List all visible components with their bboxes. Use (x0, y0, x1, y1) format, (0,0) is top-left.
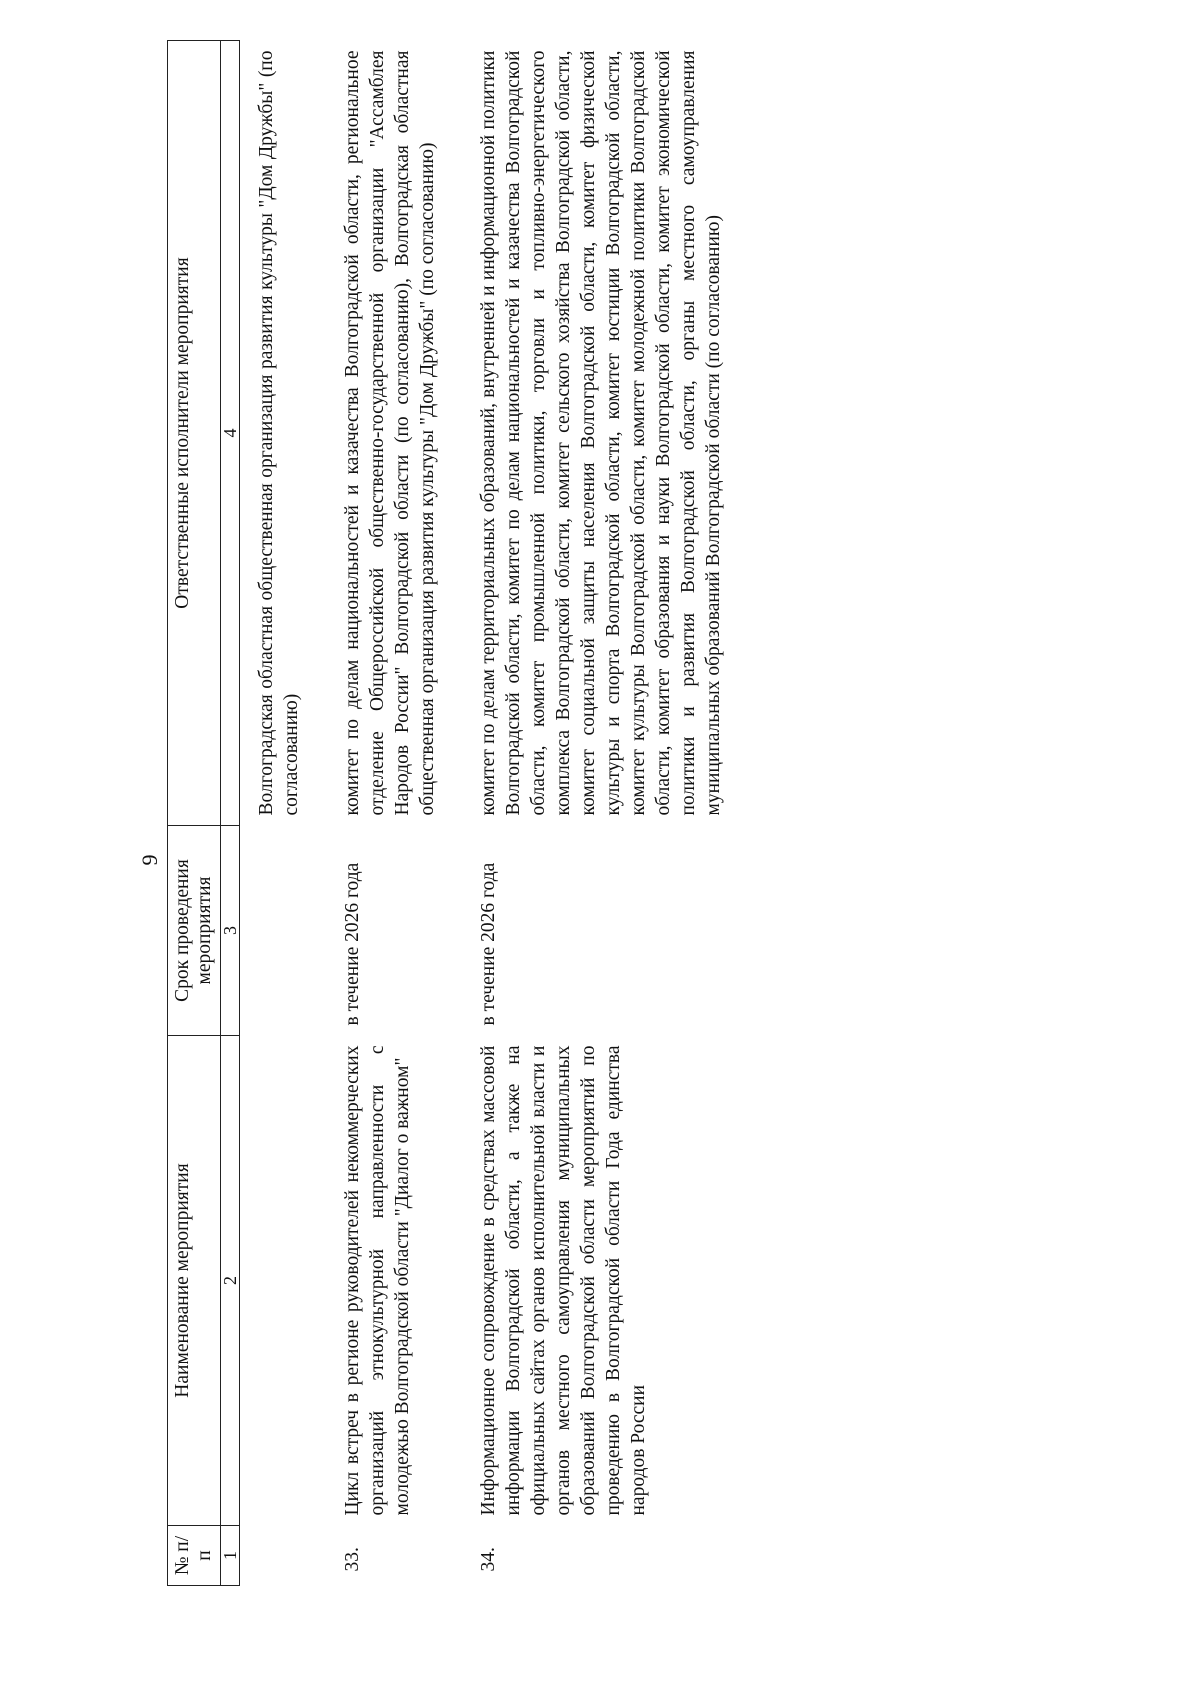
column-number: 2 (221, 1036, 240, 1526)
header-event-name: Наименование мероприятия (168, 1036, 221, 1526)
header-number: № п/п (168, 1526, 221, 1586)
row-event-name: Информационное сопровождение в средствах массовой информации Волгоградской области, а также на официальных сайтах органов исполнительной власти и органов местного самоуправления муниципальных образований Волгоградской области мероприятий по проведению в Волгоградской области Года единства народов России (478, 1045, 649, 1516)
row-executors: Волгоградская областная общественная организация развития культуры "Дом Дружбы" (по согласованию) (256, 50, 302, 816)
row-event-name: Цикл встреч в регионе руководителей некоммерческих организаций этнокультурной направленности с молодежью Волгоградской области "Диалог о важном" (342, 1045, 413, 1516)
table-row (462, 41, 748, 1586)
row-term: в течение 2026 года (478, 862, 499, 1026)
table-header-row (168, 41, 221, 1586)
header-term: Срок проведения мероприятия (168, 826, 221, 1036)
column-number: 1 (221, 1526, 240, 1586)
events-table (167, 40, 748, 1586)
row-event-name (240, 1036, 327, 1526)
row-number: 33. (342, 1547, 363, 1572)
column-number: 3 (221, 826, 240, 1036)
column-number: 4 (221, 41, 240, 826)
row-executors: комитет по делам национальностей и казачества Волгоградской области, региональное отделение Общероссийской общественно-государственной организации "Ассамблея Народов России" Волгоградской области (по согласованию), Волгоградская областная общественная организация развития культуры "Дом Дружбы" (по согласованию) (342, 50, 438, 816)
row-number (240, 1526, 327, 1586)
row-number: 34. (478, 1547, 499, 1572)
header-executors: Ответственные исполнители мероприятия (168, 41, 221, 826)
page-number: 9 (137, 854, 162, 866)
table-row (240, 41, 327, 1586)
row-term: в течение 2026 года (342, 862, 363, 1026)
row-executors: комитет по делам территориальных образований, внутренней и информационной политики Волгоградской области, комитет по делам национальностей и казачества Волгоградской области, комитет промышленной политики, торговли и топливно-энергетического комплекса Волгоградской области, комитет сельского хозяйства Волгоградской области, комитет социальной защиты населения Волгоградской области, комитет физической культуры и спорта Волгоградской области, комитет юстиции Волгоградской области, комитет культуры Волгоградской области, комитет молодежной политики Волгоградской области, комитет образования и науки Волгоградской области, комитет экономической политики и развития Волгоградской области, органы местного самоуправления муниципальных образований Волгоградской области (по согласованию) (478, 50, 724, 816)
row-term (240, 826, 327, 1036)
table-row (326, 41, 462, 1586)
column-number-row (221, 41, 240, 1586)
